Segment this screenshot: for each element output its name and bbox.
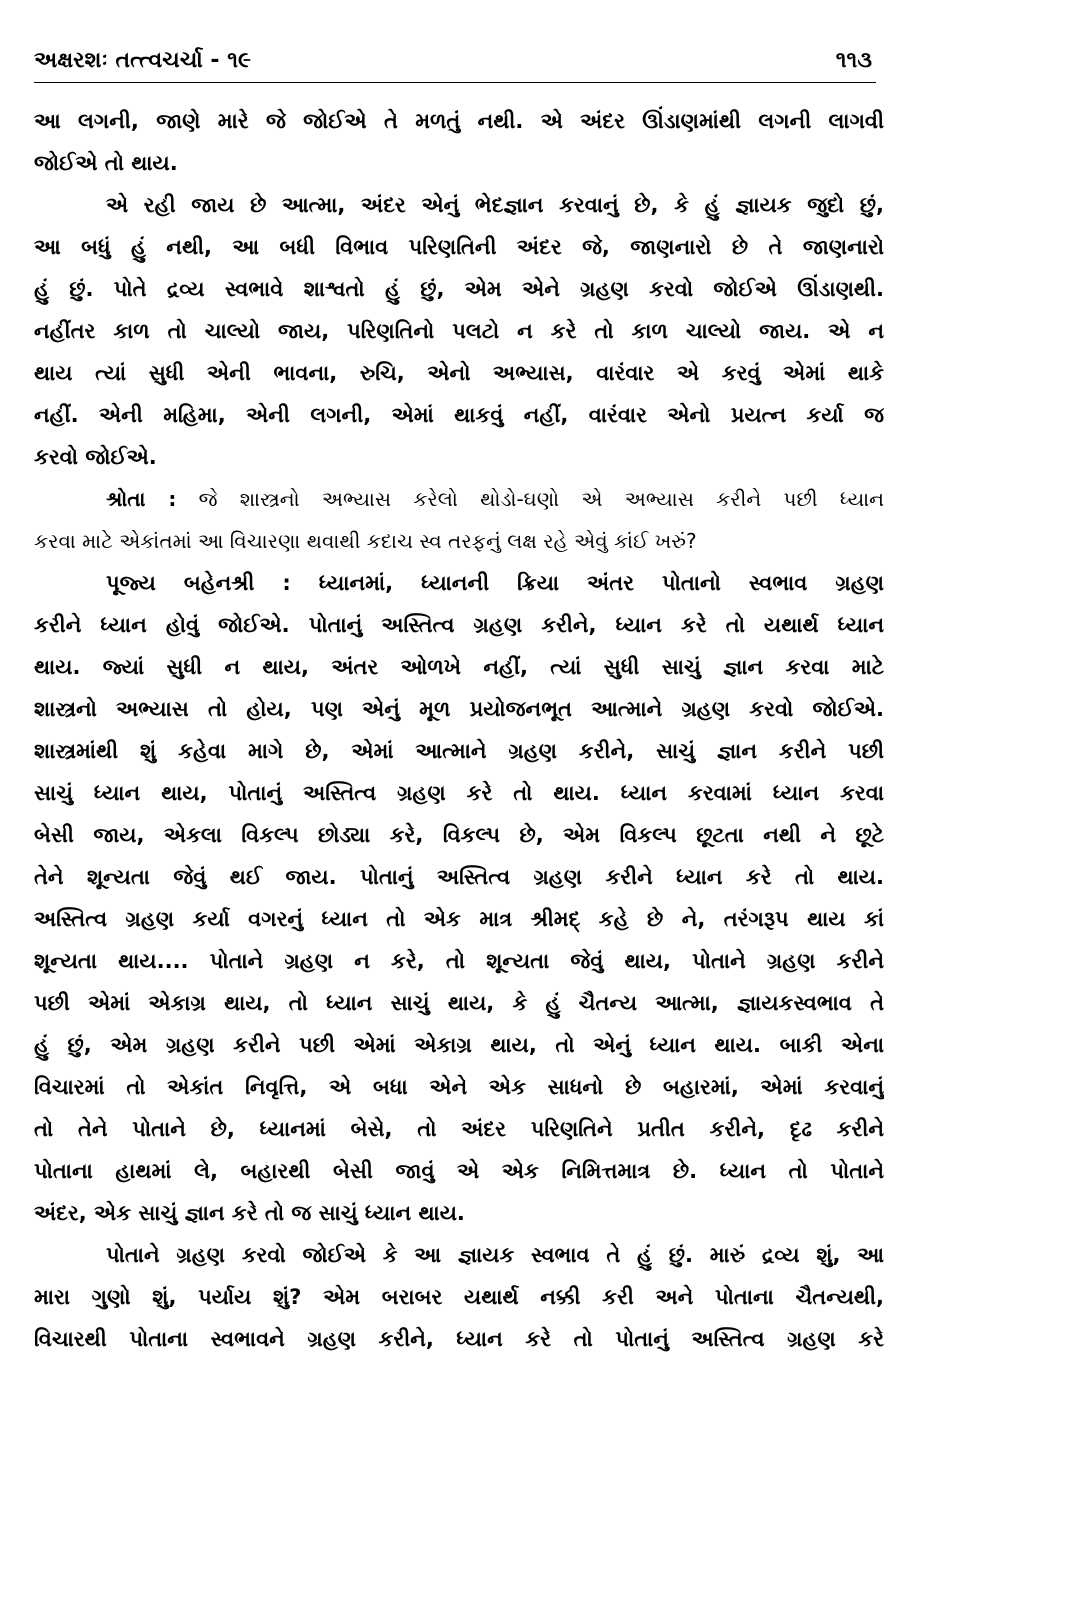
text-line: બેસી જાય, એકલા વિકલ્પ છોડ્યા કરે, વિકલ્પ છે, એમ વિકલ્પ છૂટતા નથી ને છૂટે (34, 823, 884, 847)
text-line: પોતાને ગ્રહણ કરવો જોઈએ કે આ જ્ઞાયક સ્વભાવ તે હું છું. મારું દ્રવ્ય શું, આ (106, 1243, 884, 1267)
text-line: એ રહી જાય છે આત્મા, અંદર એનું ભેદજ્ઞાન કરવાનું છે, કે હું જ્ઞાયક જુદો છું, (106, 193, 884, 217)
text-line: શૂન્યતા થાય.... પોતાને ગ્રહણ ન કરે, તો શૂન્યતા જેવું થાય, પોતાને ગ્રહણ કરીને (34, 949, 884, 973)
answer-line (34, 562, 884, 604)
text-line: વિચારથી પોતાના સ્વભાવને ગ્રહણ કરીને, ધ્યાન કરે તો પોતાનું અસ્તિત્વ ગ્રહણ કરે (34, 1327, 884, 1351)
text-line: થાય. જ્યાં સુધી ન થાય, અંતર ઓળખે નહીં, ત્યાં સુધી સાચું જ્ઞાન કરવા માટે (34, 655, 884, 679)
speaker-label-listener: શ્રોતા : (106, 487, 177, 511)
page-header (34, 46, 876, 83)
text-line: તો તેને પોતાને છે, ધ્યાનમાં બેસે, તો અંદર પરિણતિને પ્રતીત કરીને, દૃઢ કરીને (34, 1117, 884, 1141)
text-line: નહીં. એની મહિમા, એની લગની, એમાં થાકવું નહીં, વારંવાર એનો પ્રયત્ન કર્યા જ (34, 403, 884, 427)
text-line: અંદર, એક સાચું જ્ઞાન કરે તો જ સાચું ધ્યાન થાય. (34, 1201, 465, 1225)
question-line: કરવા માટે એકાંતમાં આ વિચારણા થવાથી કદાચ સ્વ તરફનું લક્ષ રહે એવું કાંઈ ખરું? (34, 529, 697, 553)
question-text: જે શાસ્ત્રનો અભ્યાસ કરેલો થોડો-ઘણો એ અભ્યાસ કરીને પછી ધ્યાન (198, 487, 884, 511)
page-body (34, 100, 884, 1360)
text-line: થાય ત્યાં સુધી એની ભાવના, રુચિ, એનો અભ્યાસ, વારંવાર એ કરવું એમાં થાકે (34, 361, 884, 385)
answer-text: ધ્યાનમાં, ધ્યાનની ક્રિયા અંતર પોતાનો સ્વભાવ ગ્રહણ (318, 571, 884, 595)
text-line: મારા ગુણો શું, પર્યાય શું? એમ બરાબર યથાર્થ નક્કી કરી અને પોતાના ચૈતન્યથી, (34, 1285, 884, 1309)
text-line: કરીને ધ્યાન હોવું જોઈએ. પોતાનું અસ્તિત્વ ગ્રહણ કરીને, ધ્યાન કરે તો યથાર્થ ધ્યાન (34, 613, 884, 637)
text-line: હું છું, એમ ગ્રહણ કરીને પછી એમાં એકાગ્ર થાય, તો એનું ધ્યાન થાય. બાકી એના (34, 1033, 884, 1057)
text-line: જોઈએ તો થાય. (34, 151, 178, 175)
text-line: પોતાના હાથમાં લે, બહારથી બેસી જાવું એ એક નિમિત્તમાત્ર છે. ધ્યાન તો પોતાને (34, 1159, 884, 1183)
speaker-label-respondent: પૂજ્ય બહેનશ્રી : (106, 571, 291, 595)
page-number: ૧૧૩ (835, 48, 872, 73)
text-line: સાચું ધ્યાન થાય, પોતાનું અસ્તિત્વ ગ્રહણ કરે તો થાય. ધ્યાન કરવામાં ધ્યાન કરવા (34, 781, 884, 805)
text-line: તેને શૂન્યતા જેવું થઈ જાય. પોતાનું અસ્તિત્વ ગ્રહણ કરીને ધ્યાન કરે તો થાય. (34, 865, 884, 889)
text-line: શાસ્ત્રનો અભ્યાસ તો હોય, પણ એનું મૂળ પ્રયોજનભૂત આત્માને ગ્રહણ કરવો જોઈએ. (34, 697, 884, 721)
text-line: અસ્તિત્વ ગ્રહણ કર્યા વગરનું ધ્યાન તો એક માત્ર શ્રીમદ્ કહે છે ને, તરંગરૂપ થાય કાં (34, 907, 884, 931)
text-line: પછી એમાં એકાગ્ર થાય, તો ધ્યાન સાચું થાય, કે હું ચૈતન્ય આત્મા, જ્ઞાયકસ્વભાવ તે (34, 991, 884, 1015)
text-line: આ બધું હું નથી, આ બધી વિભાવ પરિણતિની અંદર જે, જાણનારો છે તે જાણનારો (34, 235, 884, 259)
text-line: શાસ્ત્રમાંથી શું કહેવા માગે છે, એમાં આત્માને ગ્રહણ કરીને, સાચું જ્ઞાન કરીને પછી (34, 739, 884, 763)
text-line: આ લગની, જાણે મારે જે જોઈએ તે મળતું નથી. એ અંદર ઊંડાણમાંથી લગની લાગવી (34, 109, 884, 133)
running-title: અક્ષરશઃ તત્ત્વચર્ચા - ૧૯ (34, 48, 252, 73)
text-line: વિચારમાં તો એકાંત નિવૃત્તિ, એ બધા એને એક સાધનો છે બહારમાં, એમાં કરવાનું (34, 1075, 884, 1099)
text-line: હું છું. પોતે દ્રવ્ય સ્વભાવે શાશ્વતો હું છું, એમ એને ગ્રહણ કરવો જોઈએ ઊંડાણથી. (34, 277, 884, 301)
question-line (34, 478, 884, 520)
text-line: નહીંતર કાળ તો ચાલ્યો જાય, પરિણતિનો પલટો ન કરે તો કાળ ચાલ્યો જાય. એ ન (34, 319, 884, 343)
text-line: કરવો જોઈએ. (34, 445, 157, 469)
